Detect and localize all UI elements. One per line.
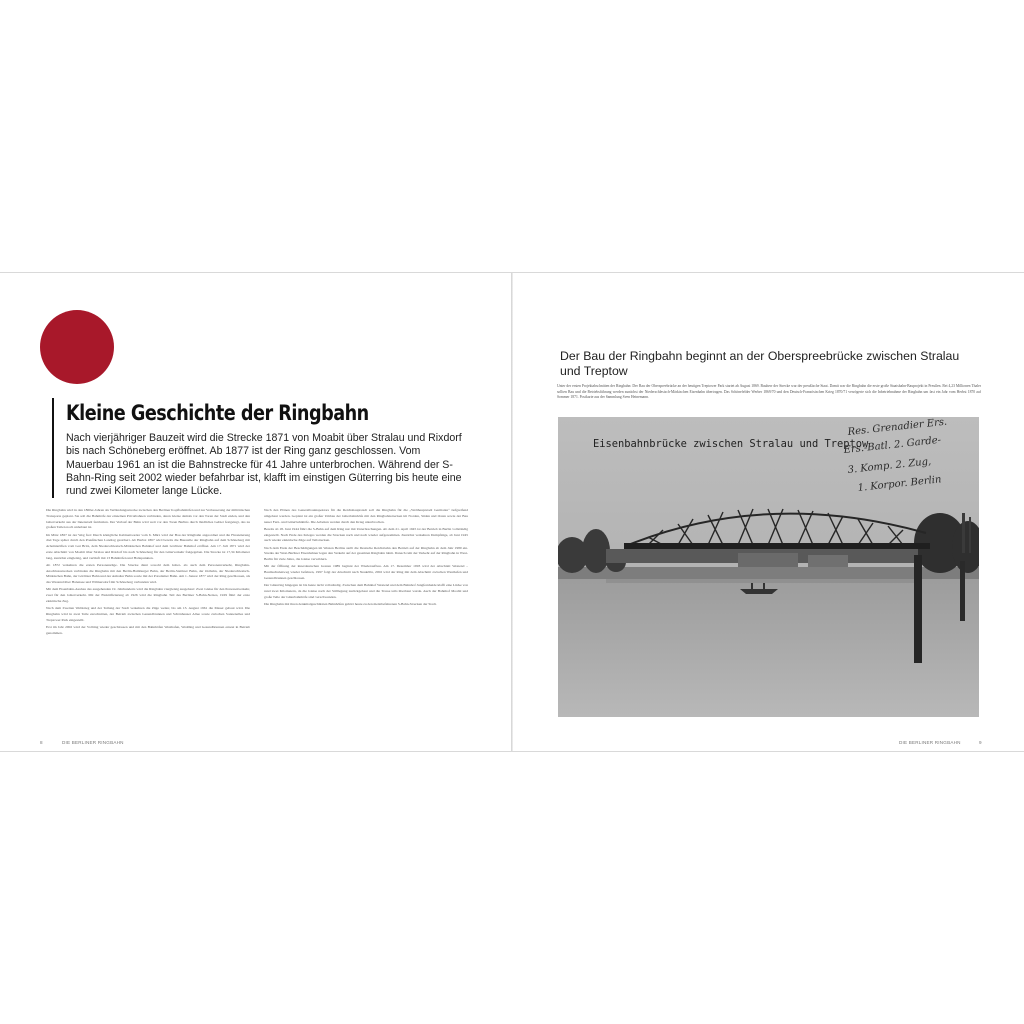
bridge-postcard-illustration — [558, 417, 979, 717]
svg-text:Res. Grenadier Ers.: Res. Grenadier Ers. — [847, 417, 948, 438]
body-paragraph: Nach dem Ende der Beschädigungen im Westen Berlins stellt die Deutsche Reichsbahn den Betrieb auf der Ringbahn ab dem Jahr 1980 ein. Streiks der West-Berliner Eisenbahner legen den Verkehr auf der gesamten Ringbahn lahm. Danach ruht der Verkehr auf der Ringbahn in West-Berlin für viele Jahre, die Gleise verwildern. — [264, 545, 468, 561]
running-head-right: DIE BERLINER RINGBAHN — [899, 740, 961, 745]
body-paragraph: Nach dem Zweiten Weltkrieg und der Teilung der Stadt verkehren die Züge weiter, bis am 13. August 1961 die Mauer gebaut wird. Die Ringbahn wird in zwei Teile zerschnitten, der Betrieb zwischen Gesundbrunnen und Schönhauser Allee sowie zwischen Sonnenallee und Treptower Park eingestellt. — [46, 606, 250, 622]
body-column-left — [46, 508, 250, 718]
body-text-columns — [46, 508, 468, 718]
historic-bridge-photo — [558, 417, 979, 717]
svg-text:1. Korpor. Berlin: 1. Korpor. Berlin — [857, 474, 942, 494]
body-paragraph: Nach den Plänen des Generalbauinspektors für die Reichshauptstadt soll die Ringbahn für die „Welthauptstadt Germania“ tiefgreifend umgebaut werden. Geplant ist ein großer Umbau der Güterbahnhöfe mit den Ringbahnstrecken im Norden, Süden und Osten sowie der Bau neuer Fern- und Güterbahnhöfe. Die Arbeiten werden durch den Krieg unterbrochen. — [264, 508, 468, 524]
body-paragraph: Bereits ab 18. Juni 1944 fährt die S-Bahn auf dem Ring nur mit Unterbrechungen. Ab dem 21. April 1945 ist der Betrieb in Berlin vollständig eingestellt. Nach Ende des Krieges werden die Strecken nach und nach wieder aufgenommen. Zunächst verkehren Dampfzüge, ab Juni 1945 auch wieder elektrische Züge auf Teilstrecken. — [264, 526, 468, 543]
right-page — [513, 273, 1024, 751]
body-paragraph: Mit der Öffnung der innerdeutschen Grenze 1989 beginnt der Wiederaufbau. Am 17. Dezember 1993 wird der Abschnitt Westend – Baumschulenweg wieder befahren, 1997 folgt der Abschnitt nach Neukölln, 2002 wird der Ring mit dem Abschnitt zwischen Westhafen und Gesundbrunnen geschlossen. — [264, 564, 468, 580]
body-column-right — [264, 508, 468, 713]
body-paragraph: Mit dem Eisenbahn-Ausbau des ausgehenden 19. Jahrhunderts wird die Ringbahn viergleisig ausgebaut: Zwei Gleise für den Personenverkehr, zwei für den Güterverkehr. Mit der Elektrifizierung ab 1926 wird die Ringbahn Teil des Berliner S-Bahn-Netzes, 1929 fährt der erste elektrische Zug. — [46, 587, 250, 603]
body-paragraph: Im März 1867 ist der Weg frei: Durch königliche Kabinettsorder vom 6. März wird der Bau der Ringbahn angeordnet und die Finanzierung drei Tage später durch den Preußischen Landtag gesichert. Ab Herbst 1867 wird bereits die Baustelle der Ringbahn auf dem Schöneberg mit Arbeitskräften vom Gut Britz, dem Niederschlesisch-Märkischen Bahnhof und dem Görlitzer Bahnhof eröffnet. Am 17. Juli 1871 wird der erste Abschnitt von Moabit über Stralau und Rixdorf bis nach Schöneberg für den Güterverkehr freigegeben. Die Strecke ist 17,34 Kilometer lang, zunächst eingleisig, und verläuft mit 13 Bahnhöfen und Haltepunkten. — [46, 532, 250, 560]
bridge-piling — [960, 561, 965, 621]
photo-caption: Unter der ersten Projektabschnitten der Ringbahn: Der Bau der Oberspreebrücke an der heutigen Treptower Park startet ab August 1869. Bauherr der Strecke war der preußische Staat. Damit war die Ringbahn die erste große Staatsbahn-Bauprojekt in Preußen. Bei 4,23 Millionen Thaler sollten Bau und die Betriebsführung werden zunächst der Niederschlesisch-Märkischen Eisenbahn übertragen. Das Schönefelder Werber 1869/70 und den Deutsch-Französischen Krieg 1870/71 verzögerte sich die Inbetriebnahme der Ringbahn um fast ein Jahr vom Herbst 1870 auf Sommer 1871. Postkarte aus der Sammlung Sven Heinemann. — [557, 384, 981, 399]
body-paragraph: Die Ringbahn mit ihren denkmalgeschützten Bahnhöfen gehört heute zu den meistbefahrenen S-Bahn-Strecken der Stadt. — [264, 601, 437, 606]
red-circle-decoration — [40, 310, 114, 384]
svg-text:Ers.-Batl. 2. Garde-: Ers.-Batl. 2. Garde- — [843, 434, 942, 456]
page-number-right: 9 — [979, 740, 982, 745]
chapter-title-block — [52, 398, 466, 498]
book-spread — [0, 272, 1024, 752]
section-subtitle: Der Bau der Ringbahn beginnt an der Oberspreebrücke zwischen Stralau und Treptow — [560, 349, 960, 378]
body-paragraph: Die Ringbahn wird in den 1860er-Jahren als Verbindungsstrecke zwischen den Berliner Kopfbahnhöfen und zur Verbesserung der militärischen Transporte geplant. Sie soll die Bahnhöfe der einzelnen Privatbahnen verbinden, deren Gleise damals vor den Toren der Stadt enden, und den Güterverkehr aus der Innenstadt fernhalten. Der Verlauf der Bahn wird weit vor den Toren Berlins durch ländliches Gebiet festgelegt, das zu großen Teilen noch unbebaut ist. — [46, 508, 250, 530]
bridge-piling — [914, 555, 922, 663]
left-page — [0, 273, 511, 751]
lead-paragraph: Nach vierjähriger Bauzeit wird die Strecke 1871 von Moabit über Stralau und Rixdorf bis nach Schöneberg eröffnet. Ab 1877 ist der Ring ganz geschlossen. Vom Mauerbau 1961 an ist die Bahnstrecke für 41 Jahre unterbrochen. Während der S-Bahn-Ring seit 2002 wieder befahrbar ist, klafft im einstigen Güterring bis heute eine rund zwei Kilometer lange Lücke. — [66, 432, 462, 498]
body-paragraph: Ab 1872 verkehren die ersten Personenzüge. Die Strecke dient sowohl dem Güter- als auch dem Personenverkehr, Ringbahn-Anschlussstrecken verbinden die Ringbahn mit den Berlin-Hamburger Bahn, der Berlin-Stettiner Bahn, der Ostbahn, der Niederschlesisch-Märkischen Bahn, der Görlitzer Bahn und der Anhalter Bahn sowie mit der Potsdamer Bahn. Am 1. Januar 1877 wird der Ring geschlossen, als das Westend über Halensee und Wilmersdorf mit Schöneberg verbunden wird. — [46, 562, 250, 584]
page-number-left: 8 — [40, 740, 43, 745]
body-paragraph: Der Güterring hingegen ist bis heute nicht vollständig. Zwischen dem Bahnhof Westend und dem Bahnhof Jungfernheide klafft eine Lücke von rund zwei Kilometern, da die Gleise nach der Stilllegung zurückgebaut und die Trasse teils überbaut wurde. Auch der Bahnhof Moabit und große Teile der Güterbahnhöfe sind verschwunden. — [264, 583, 468, 599]
running-head-left: DIE BERLINER RINGBAHN — [62, 740, 124, 745]
chapter-title: Kleine Geschichte der Ringbahn — [66, 401, 369, 425]
postcard-printed-caption: Eisenbahnbrücke zwischen Stralau und Treptow — [593, 438, 869, 450]
body-paragraph: Erst im Jahr 2002 wird der Vollring wieder geschlossen und mit den Bahnhöfen Westhafen, Wedding und Gesundbrunnen erneut in Betrieb genommen. — [46, 624, 250, 635]
svg-text:3. Komp. 2. Zug,: 3. Komp. 2. Zug, — [847, 456, 932, 476]
